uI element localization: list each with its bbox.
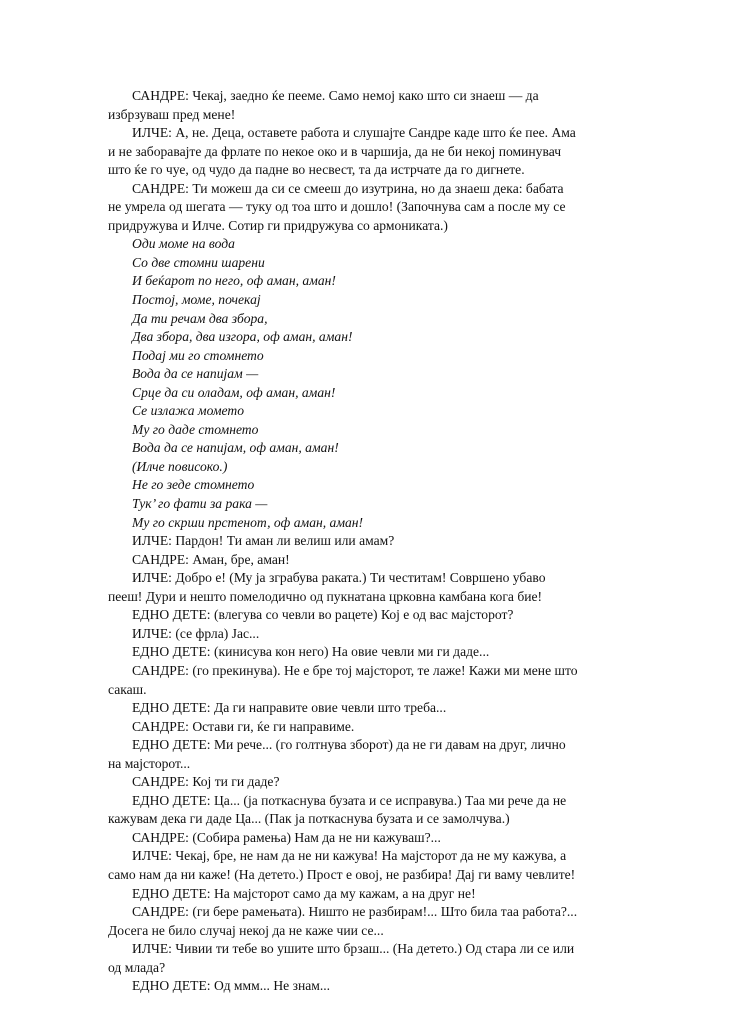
song-verse-line: Подај ми го стомнето (132, 347, 264, 363)
dialogue-line: САНДРЕ: Остави ги, ќе ги направиме. (132, 718, 355, 734)
dialogue-line: САНДРЕ: Кој ти ги даде? (132, 774, 280, 790)
song-verse-line: Да ти речам два збора, (132, 310, 268, 326)
dialogue-line: ЕДНО ДЕТЕ: (влегува со чевли во рацете) Кој е од вас мајсторот? (132, 607, 514, 623)
dialogue-line: ЕДНО ДЕТЕ: Ми рече... (го голтнува зборот) да не ги давам на друг, лично (132, 737, 566, 753)
document-page (108, 87, 628, 996)
song-verse-line: Се излажа момето (132, 403, 245, 419)
song-verse-line: Тук’ го фати за рака — (132, 496, 268, 512)
dialogue-line: ЕДНО ДЕТЕ: Од ммм... Не знам... (132, 978, 331, 994)
continuation-line: избрзуваш пред мене! (108, 106, 236, 122)
dialogue-line: САНДРЕ: (ги бере рамењата). Ништо не разбирам!... Што била таа работа?... (132, 904, 578, 920)
continuation-line: само нам да ни каже! (На детето.) Прост е овој, не разбира! Дај ги ваму чевлите! (108, 866, 576, 882)
dialogue-line: САНДРЕ: (Собира рамења) Нам да не ни кажуваш?... (132, 829, 441, 845)
dialogue-line: ЕДНО ДЕТЕ: Да ги направите овие чевли што треба... (132, 700, 447, 716)
dialogue-line: ИЛЧЕ: Чивии ти тебе во ушите што брзаш... (На детето.) Од стара ли се или (132, 941, 575, 957)
dialogue-line: ИЛЧЕ: (се фрла) Јас... (132, 625, 260, 641)
continuation-line: не умрела од шегата — туку од тоа што и дошло! (Започнува сам а после му се (108, 199, 566, 215)
song-verse-line: Вода да се напијам — (132, 366, 259, 382)
song-verse-line: Со две стомни шарени (132, 254, 265, 270)
dialogue-line: ИЛЧЕ: Чекај, бре, не нам да не ни кажува! На мајсторот да не му кажува, а (132, 848, 567, 864)
song-verse-line: Два збора, два изгора, оф аман, аман! (132, 329, 353, 345)
continuation-line: на мајсторот... (108, 755, 191, 771)
continuation-line: од млада? (108, 959, 166, 975)
song-verse-line: Не го зеде стомнето (132, 477, 255, 493)
continuation-line: што ќе го чуе, од чудо да падне во несвест, та да истрчате да го дигнете. (108, 162, 525, 178)
song-verse-line: Му го даде стомнето (132, 421, 259, 437)
continuation-line: сакаш. (108, 681, 147, 697)
continuation-line: пееш! Дури и нешто помелодично од пукнатана црковна камбана кога бие! (108, 588, 543, 604)
continuation-line: придружува и Илче. Сотир ги придружува со армониката.) (108, 217, 448, 233)
song-verse-line: Му го скрши прстенот, оф аман, аман! (132, 514, 364, 530)
dialogue-line: ИЛЧЕ: Добро е! (Му ја зграбува раката.) Ти честитам! Совршено убаво (132, 570, 546, 586)
song-verse-line: Оди моме на вода (132, 236, 235, 252)
song-verse-line: Вода да се напијам, оф аман, аман! (132, 440, 339, 456)
dialogue-line: ЕДНО ДЕТЕ: На мајсторот само да му кажам, а на друг не! (132, 885, 476, 901)
dialogue-line: ИЛЧЕ: А, не. Деца, оставете работа и слушајте Сандре каде што ќе пее. Ама (132, 125, 576, 141)
continuation-line: и не заборавајте да фрлате по некое око и в чаршија, да не би некој поминувач (108, 143, 562, 159)
song-verse-line: (Илче повисоко.) (132, 458, 228, 474)
dialogue-line: ЕДНО ДЕТЕ: Ца... (ја поткаснува бузата и се исправува.) Таа ми рече да не (132, 792, 567, 808)
dialogue-line: САНДРЕ: Ти можеш да си се смееш до изутрина, но да знаеш дека: бабата (132, 180, 564, 196)
dialogue-line: САНДРЕ: Чекај, заедно ќе пееме. Само немој како што си знаеш — да (132, 88, 539, 103)
continuation-line: Досега не било случај некој да не каже чии се... (108, 922, 384, 938)
song-verse-line: Постој, моме, почекај (132, 292, 261, 308)
song-verse-line: И беќарот по него, оф аман, аман! (132, 273, 336, 289)
dialogue-line: ИЛЧЕ: Пардон! Ти аман ли велиш или амам? (132, 533, 395, 549)
dialogue-line: ЕДНО ДЕТЕ: (кинисува кон него) На овие чевли ми ги даде... (132, 644, 490, 660)
dialogue-line: САНДРЕ: (го прекинува). Не е бре тој мајсторот, те лаже! Кажи ми мене што (132, 662, 578, 678)
song-verse-line: Срце да си оладам, оф аман, аман! (132, 384, 336, 400)
dialogue-line: САНДРЕ: Аман, бре, аман! (132, 551, 290, 567)
continuation-line: кажувам дека ги даде Ца... (Пак ја поткаснува бузата и се замолчува.) (108, 811, 510, 827)
